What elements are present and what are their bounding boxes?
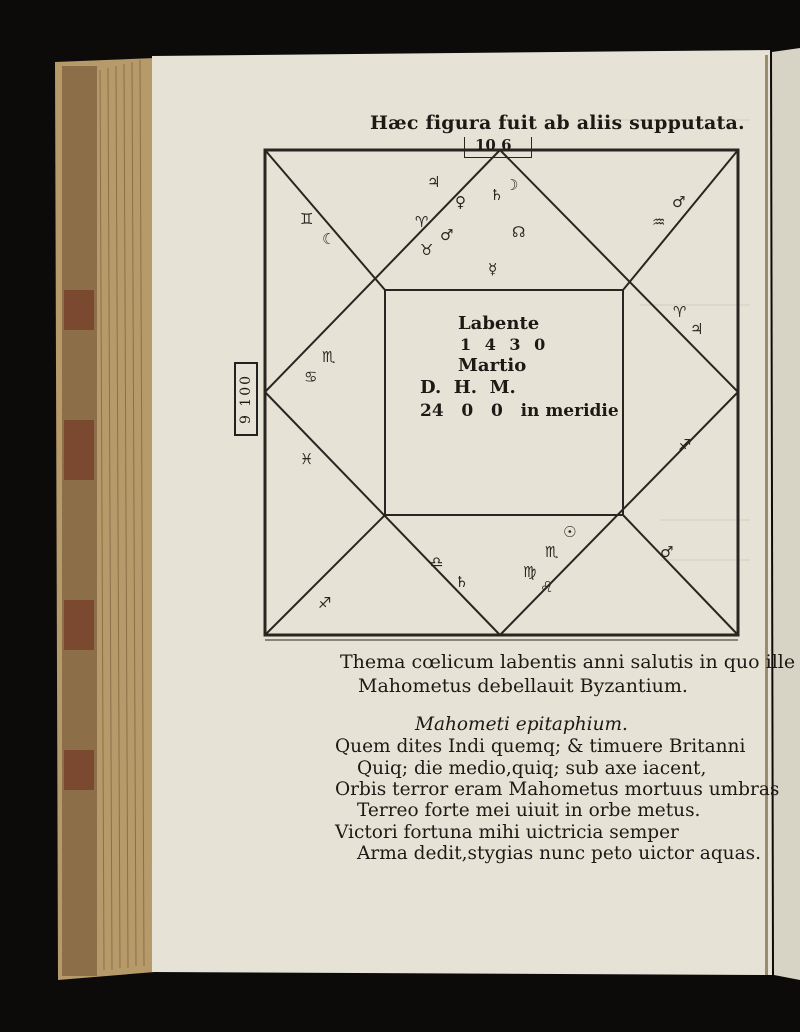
symbol-topleft-1: ♊ <box>300 210 314 228</box>
center-year: 1 4 3 0 <box>460 335 550 354</box>
epitaph-line-1: Quem dites Indi quemq; & timuere Britanni <box>335 736 746 757</box>
epitaph-line-3: Orbis terror eram Mahometus mortuus umbras <box>335 779 780 800</box>
center-labente: Labente <box>458 313 540 334</box>
folio-number: 9 100 <box>234 362 258 436</box>
epitaph-line-4: Terreo forte mei uiuit in orbe metus. <box>357 800 701 821</box>
symbol-bottomleft-1: ♓ <box>300 450 314 468</box>
symbol-topleft-2: ☾ <box>322 230 336 248</box>
symbol-bottom-2: ♏ <box>545 543 559 561</box>
symbol-top-7: ☊ <box>512 223 526 241</box>
symbol-top-3: ♄ <box>490 186 504 204</box>
center-dhm: D. H. M. <box>420 377 516 398</box>
symbol-top-1: ♃ <box>427 173 441 191</box>
symbol-right-2: ♃ <box>690 320 704 338</box>
symbol-bottom-3: ♍ <box>523 563 537 581</box>
symbol-top-9: ☿ <box>488 260 498 278</box>
caption-line-2: Mahometus debellauit Byzantium. <box>358 675 688 697</box>
symbol-bottom-6: ☉ <box>563 523 577 541</box>
epitaph-line-2: Quiq; die medio,quiq; sub axe iacent, <box>357 758 707 779</box>
next-page-edge <box>772 48 800 980</box>
center-month: Martio <box>458 355 527 376</box>
binding-strip <box>62 66 97 976</box>
symbol-top-8: ♉ <box>420 241 434 259</box>
subtitle-box <box>464 137 532 158</box>
symbol-topright-2: ♂ <box>672 193 686 211</box>
caption-line-1: Thema cœlicum labentis anni salutis in quo ille <box>340 651 796 673</box>
epitaph-line-6: Arma dedit,stygias nunc peto uictor aquas. <box>357 843 761 864</box>
symbol-bottomright-1: ♐ <box>678 436 692 454</box>
subtitle-numbers: 10 6 <box>475 136 512 154</box>
center-time: 24 0 0 in meridie <box>420 401 619 421</box>
page-gutter <box>765 55 768 975</box>
symbol-top-2: ♀ <box>455 193 466 211</box>
page-title: Hæc figura fuit ab aliis supputata. <box>370 112 745 134</box>
epitaph-title: Mahometi epitaphium. <box>415 714 628 735</box>
symbol-bottom-5: ♄ <box>455 573 469 591</box>
symbol-left-1: ♏ <box>322 348 336 366</box>
symbol-top-5: ♈ <box>415 213 429 231</box>
epitaph-line-5: Victori fortuna mihi uictricia semper <box>335 822 679 843</box>
symbol-bottomright-2: ♂ <box>660 543 674 561</box>
symbol-right-1: ♈ <box>673 303 687 321</box>
symbol-topright-1: ♒ <box>652 213 666 231</box>
symbol-bottom-1: ♎ <box>430 553 444 571</box>
symbol-bottomleft-2: ♐ <box>318 594 332 612</box>
symbol-bottom-4: ♌ <box>540 578 554 596</box>
symbol-top-6: ♂ <box>440 226 454 244</box>
symbol-left-2: ♋ <box>304 368 318 386</box>
symbol-top-4: ☽ <box>505 176 519 194</box>
